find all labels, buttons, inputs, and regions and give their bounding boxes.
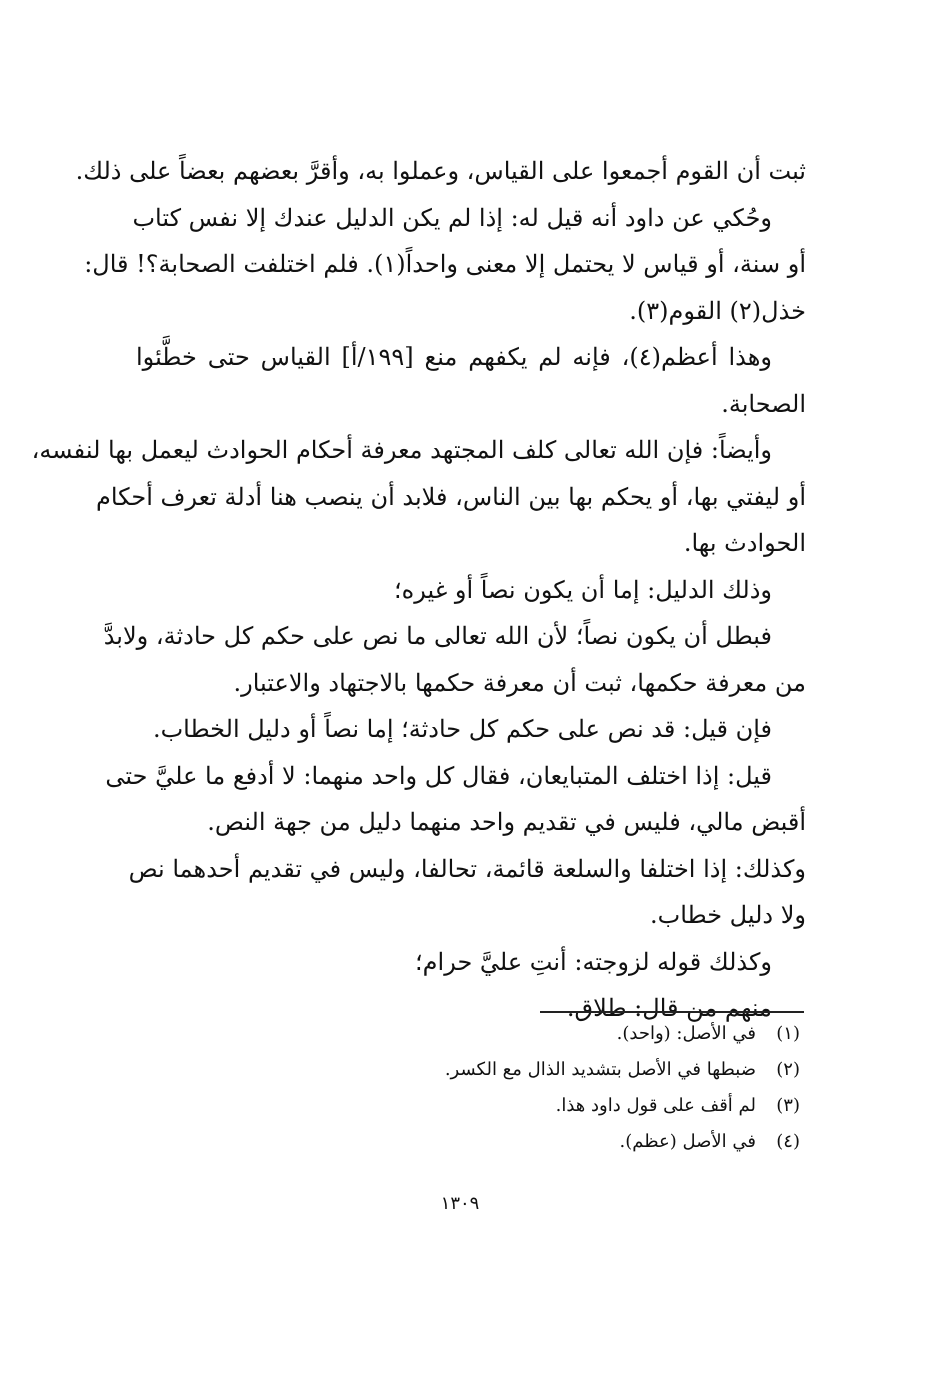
text-line-6: الصحابة. — [721, 389, 806, 418]
footnote-2 — [360, 1052, 800, 1088]
footnote-text: ضبطها في الأصل بتشديد الذال مع الكسر. — [444, 1059, 756, 1080]
text-line-13: فإن قيل: قد نص على حكم كل حادثة؛ إما نصاً أو دليل الخطاب. — [152, 715, 772, 743]
text-line-10: وذلك الدليل: إما أن يكون نصاً أو غيره؛ — [394, 575, 772, 604]
footnote-number: (٤) — [776, 1131, 800, 1152]
text-line-15: أقبض مالي، فليس في تقديم واحد منهما دليل من جهة النص. — [207, 808, 806, 836]
text-line-3: أو سنة، أو قياس لا يحتمل إلا معنى واحداً(١). فلم اختلفت الصحابة؟! قال: — [84, 250, 806, 278]
footnotes — [360, 1016, 800, 1160]
text-line-8: أو ليفتي بها، أو يحكم بها بين الناس، فلابد أن ينصب هنا أدلة تعرف أحكام — [95, 482, 806, 511]
text-line-11: فبطل أن يكون نصاً؛ لأن الله تعالى ما نص على حكم كل حادثة، ولابدَّ — [103, 622, 772, 650]
footnote-number: (٢) — [776, 1059, 800, 1080]
text-line-9: الحوادث بها. — [683, 529, 806, 557]
footnote-number: (١) — [776, 1023, 800, 1044]
footnote-1 — [360, 1016, 800, 1052]
page-number: ١٣٠٩ — [440, 1193, 480, 1214]
text-line-16: وكذلك: إذا اختلفا والسلعة قائمة، تحالفا، وليس في تقديم أحدهما نص — [128, 854, 806, 883]
footnote-3 — [360, 1088, 800, 1124]
footnote-text: في الأصل: (واحد). — [616, 1023, 756, 1044]
text-line-5: وهذا أعظم(٤)، فإنه لم يكفهم منع [١٩٩/أ] القياس حتى خطَّئوا — [136, 343, 773, 371]
footnote-separator — [540, 1011, 804, 1013]
text-line-14: قيل: إذا اختلف المتبايعان، فقال كل واحد منهما: لا أدفع ما عليَّ حتى — [105, 761, 772, 790]
text-line-7: وأيضاً: فإن الله تعالى كلف المجتهد معرفة أحكام الحوادث ليعمل بها لنفسه، — [31, 436, 772, 464]
footnote-number: (٣) — [776, 1095, 800, 1116]
text-line-1: ثبت أن القوم أجمعوا على القياس، وعملوا به، وأقرَّ بعضهم بعضاً على ذلك. — [75, 157, 806, 185]
footnote-text: لم أقف على قول داود هذا. — [555, 1095, 756, 1116]
text-line-19: منهم من قال: طلاق. — [566, 994, 772, 1022]
footnote-text: في الأصل (عظم). — [619, 1131, 756, 1152]
text-line-2: وحُكي عن داود أنه قيل له: إذا لم يكن الدليل عندك إلا نفس كتاب — [132, 203, 772, 232]
text-line-12: من معرفة حكمها، ثبت أن معرفة حكمها بالاجتهاد والاعتبار. — [233, 668, 806, 697]
text-line-18: وكذلك قوله لزوجته: أنتِ عليَّ حرام؛ — [415, 947, 772, 976]
text-line-4: خذل(٢) القوم(٣). — [629, 296, 806, 325]
text-line-17: ولا دليل خطاب. — [649, 901, 806, 929]
footnote-4 — [360, 1124, 800, 1160]
main-text — [31, 148, 806, 1032]
